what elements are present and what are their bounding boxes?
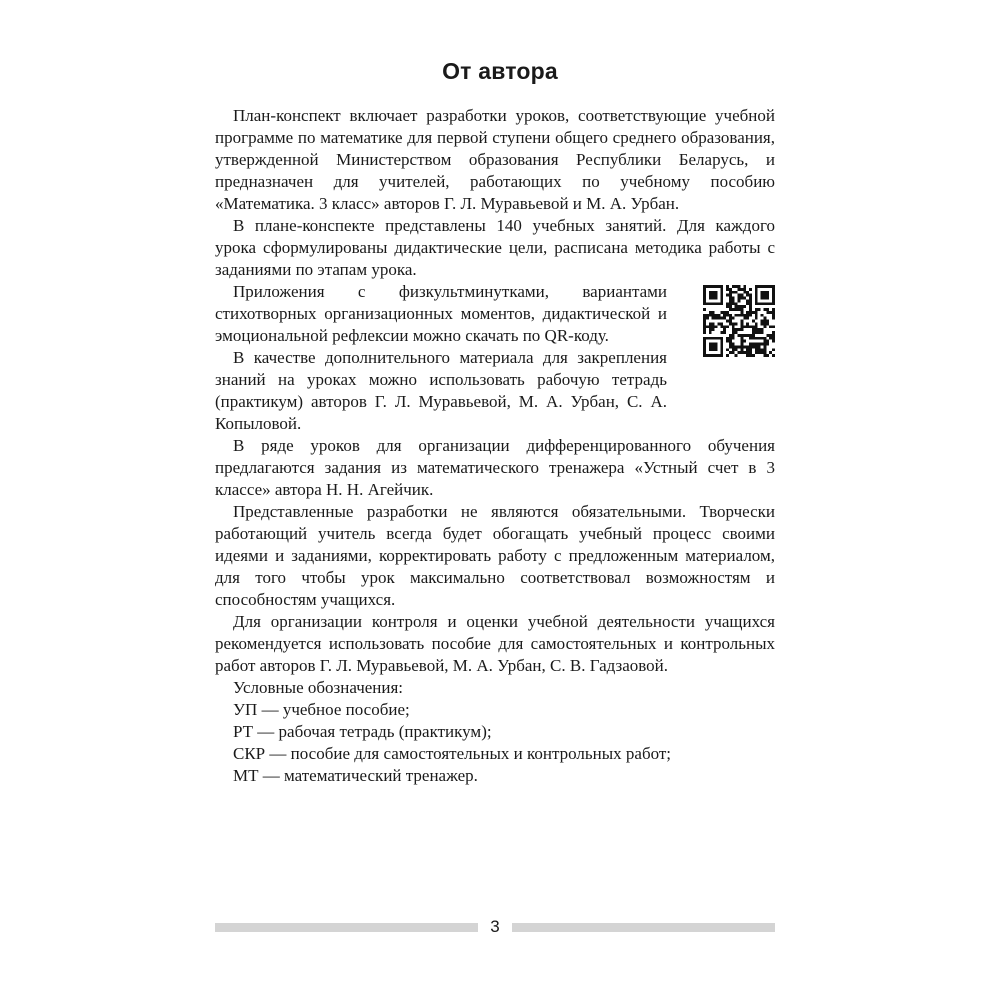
page-title: От автора	[442, 58, 558, 84]
legend-item-skr: СКР — пособие для самостоятельных и контрольных работ;	[233, 744, 672, 763]
author-foreword	[215, 105, 775, 787]
paragraph-7: Для организации контроля и оценки учебной деятельности учащихся рекомендуется использовать пособие для самостоятельных и контрольных работ авторов Г. Л. Муравьевой, М. А. Урбан, С. В. Гадзаовой.	[215, 612, 775, 675]
legend-item-rt: РТ — рабочая тетрадь (практикум);	[233, 722, 492, 741]
legend-item-mt: МТ — математический тренажер.	[233, 766, 478, 785]
footer-bar-right	[512, 923, 775, 932]
page-footer	[215, 915, 775, 941]
legend-item-up: УП — учебное пособие;	[233, 700, 410, 719]
paragraph-5: В ряде уроков для организации дифференцированного обучения предлагаются задания из математического тренажера «Устный счет в 3 классе» автора Н. Н. Агейчик.	[215, 436, 775, 499]
paragraph-3: Приложения с физкультминутками, вариантами стихотворных организационных моментов, дидактической и эмоциональной рефлексии можно скачать по QR-коду.	[215, 282, 667, 345]
legend-heading: Условные обозначения:	[233, 678, 404, 697]
paragraph-2: В плане-конспекте представлены 140 учебных занятий. Для каждого урока сформулированы дидактические цели, расписана методика работы с заданиями по этапам урока.	[215, 216, 775, 279]
qr-code-icon[interactable]	[703, 285, 775, 357]
footer-bar-left	[215, 923, 478, 932]
paragraph-4: В качестве дополнительного материала для закрепления знаний на уроках можно использовать рабочую тетрадь (практикум) авторов Г. Л. Муравьевой, М. А. Урбан, С. А. Копыловой.	[215, 348, 667, 433]
qr-section	[215, 281, 775, 435]
paragraph-6: Представленные разработки не являются обязательными. Творчески работающий учитель всегда будет обогащать учебный процесс своими идеями и заданиями, корректировать работу с предложенным материалом, для того чтобы урок максимально соответствовал возможностям и способностям учащихся.	[215, 502, 775, 609]
page-number: 3	[490, 917, 500, 936]
paragraph-1: План-конспект включает разработки уроков, соответствующие учебной программе по математике для первой ступени общего среднего образования, утвержденной Министерством образования Республики Беларусь, и предназначен для учителей, работающих по учебному пособию «Математика. 3 класс» авторов Г. Л. Муравьевой и М. А. Урбан.	[215, 106, 775, 213]
